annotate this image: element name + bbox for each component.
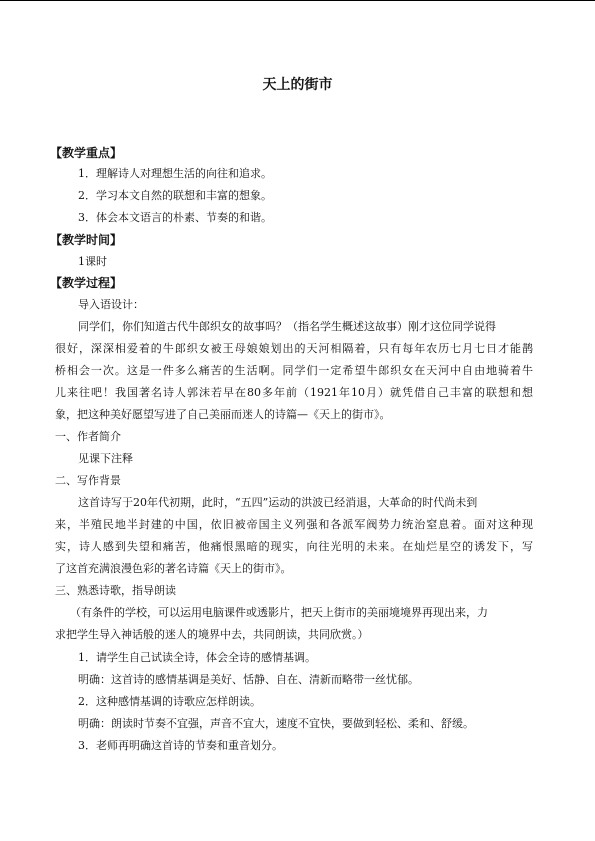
part3-heading: 三、熟悉诗歌，指导朗读 [55, 584, 176, 597]
part2-line-4: 了这首充满浪漫色彩的著名诗篇《天上的街市》。 [55, 562, 292, 575]
part1-heading: 一、作者简介 [55, 430, 121, 443]
intro-label: 导入语设计： [78, 298, 144, 311]
focus-item-3: 3．体会本文语言的朴素、节奏的和谐。 [78, 211, 272, 224]
part3-step-1: 1．请学生自己试读全诗，体会全诗的感情基调。 [78, 651, 316, 664]
intro-line-3: 桥相会一次。这是一件多么痛苦的生活啊。同学们一定希望牛郎织女在天河中自由地骑着牛 [55, 364, 533, 377]
part3-note-1: （有条件的学校，可以运用电脑课件或透影片，把天上街市的美丽境境界再现出来，力 [70, 606, 488, 619]
part2-line-2: 来，半殖民地半封建的中国，依旧被帝国主义列强和各派军阀势力统治窒息着。面对这种现 [55, 518, 533, 531]
intro-line-1: 同学们，你们知道古代牛郎织女的故事吗？（指名学生概述这故事）刚才这位同学说得 [78, 320, 496, 333]
part3-answer-2: 明确：朗读时节奏不宜强，声音不宜大，速度不宜快，要做到轻松、柔和、舒缓。 [78, 717, 474, 730]
focus-item-2: 2．学习本文自然的联想和丰富的想象。 [78, 189, 272, 202]
time-value: 1课时 [78, 255, 107, 268]
time-heading: 【教学时间】 [50, 233, 123, 247]
process-heading: 【教学过程】 [50, 276, 123, 290]
part1-body: 见课下注释 [78, 452, 133, 465]
intro-line-2: 很好，深深相爱着的牛郎织女被王母娘娘划出的天河相隔着，只有每年农历七月七日才能鹊 [55, 342, 533, 355]
part2-heading: 二、写作背景 [55, 474, 121, 487]
part3-step-3: 3．老师再明确这首诗的节奏和重音划分。 [78, 739, 283, 752]
focus-heading: 【教学重点】 [50, 146, 123, 160]
document-title: 天上的街市 [262, 77, 333, 93]
part2-line-3: 实，诗人感到失望和痛苦，他痛恨黑暗的现实，向往光明的未来。在灿烂星空的诱发下，写 [55, 540, 533, 553]
part3-note-2: 求把学生导入神话般的迷人的境界中去，共同朗读，共同欣赏。） [55, 628, 369, 641]
intro-line-5: 象，把这种美好愿望写进了自己美丽而迷人的诗篇—《天上的街市》。 [55, 408, 391, 421]
part3-step-2: 2．这种感情基调的诗歌应怎样朗读。 [78, 695, 261, 708]
focus-item-1: 1．理解诗人对理想生活的向往和追求。 [78, 167, 272, 180]
part2-line-1: 这首诗写于20年代初期，此时，“五四”运动的洪波已经消退，大革命的时代尚未到 [78, 496, 478, 509]
intro-line-4: 儿来往吧！我国著名诗人郭沫若早在80多年前（1921年10月）就凭借自己丰富的联想和想 [55, 386, 533, 399]
part3-answer-1: 明确：这首诗的感情基调是美好、恬静、自在、清新而略带一丝忧郁。 [78, 673, 419, 686]
